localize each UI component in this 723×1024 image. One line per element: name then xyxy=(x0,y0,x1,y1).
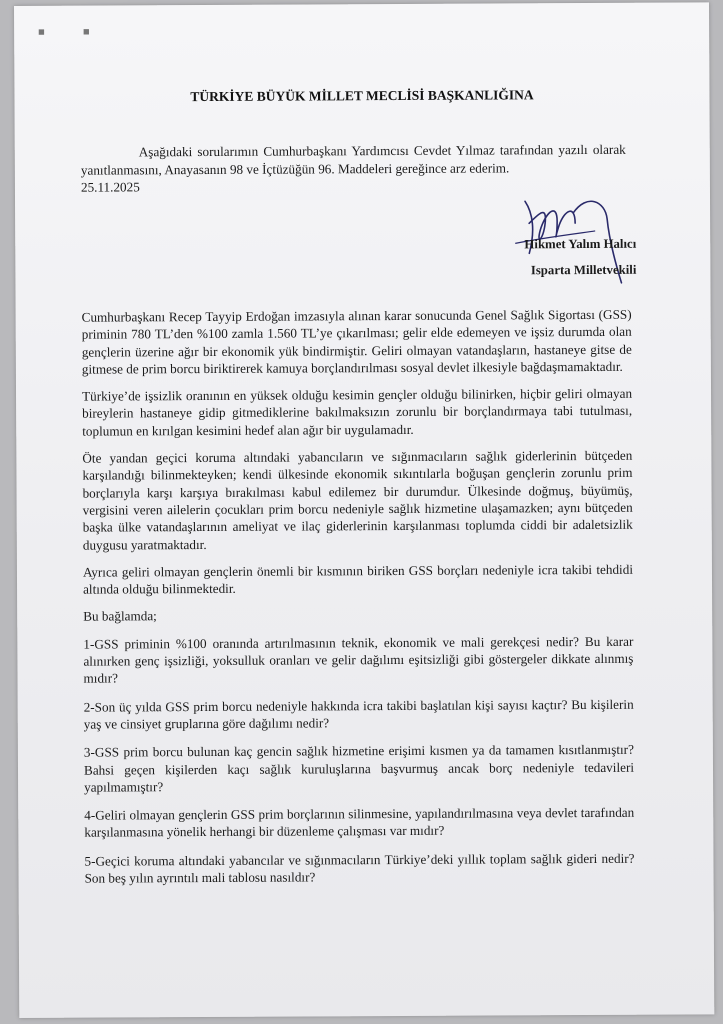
body-paragraph: Türkiye’de işsizlik oranının en yüksek olduğu kesimin gençler olduğu bilinirken, hiçbir geliri olmayan bireylerin hastaneye gidip gitmediklerine bakılmaksızın zorunlu bir borçlandırmaya tabi tutulması, toplumun en kırılgan kesimini hedef alan ağır bir uygulamadır. xyxy=(82,385,633,439)
question-item: 5-Geçici koruma altındaki yabancılar ve sığınmacıların Türkiye’deki yıllık toplam sağlık gideri nedir? Son beş yılın ayrıntılı mali tablosu nasıldır? xyxy=(84,850,635,886)
question-item: 2-Son üç yılda GSS prim borcu nedeniyle hakkında icra takibi başlatılan kişi sayısı kaçtır? Bu kişilerin yaş ve cinsiyet gruplarına göre dağılımı nedir? xyxy=(83,696,634,732)
question-item: 3-GSS prim borcu bulunan kaç gencin sağlık hizmetine erişimi kısmen ya da tamamen kısıtlanmıştır? Bahsi geçen kişilerden kaçı sağlık kuruluşlarına başvurmuş ancak borç nedeniyle tedavileri yapılmamıştır? xyxy=(83,741,635,795)
question-item: 4-Geliri olmayan gençlerin GSS prim borçlarının silinmesine, yapılandırılmasına veya devlet tarafından karşılanmasına yönelik herhangi bir düzenleme çalışması var mıdır? xyxy=(84,804,635,841)
body-paragraph: Öte yandan geçici koruma altındaki yabancıların ve sığınmacıların sağlık giderlerinin bütçeden karşılandığı bilinmekteyken; kendi ülkesinde ekonomik sıkıntılarla boğuşan gençlerin zorunlu prim borçlarıyla karşı karşıya bırakılması kabul edilemez bir durumdur. Ülkesinde doğmuş, büyümüş, vergisini veren ailelerin çocukları prim borcu nedeniyle sağlık hizmetine ulaşamazken; aynı bütçeden başka ülke vatandaşlarının ameliyat ve ilaç giderlerinin karşılanması toplumda ciddi bir adaletsizlik duygusu yaratmaktadır. xyxy=(82,447,633,553)
intro-text: Aşağıdaki sorularımın Cumhurbaşkanı Yardımcısı Cevdet Yılmaz tarafından yazılı olarak yanıtlanmasını, Anayasanın 98 ve İçtüzüğün 96. Maddeleri gereğince arz ederim. xyxy=(80,141,626,178)
corner-marks: ■ ■ xyxy=(38,27,108,36)
document-date: 25.11.2025 xyxy=(80,179,140,195)
body-paragraph: Bu bağlamda; xyxy=(83,608,157,625)
document-title: TÜRKİYE BÜYÜK MİLLET MECLİSİ BAŞKANLIĞINA xyxy=(190,87,534,105)
question-item: 1-GSS priminin %100 oranında artırılmasının teknik, ekonomik ve mali gerekçesi nedir? Bu karar alınırken genç işsizliği, yoksulluk oranları ve gelir dağılımı eşitsizliği gibi göstergeler dikkate alınmış mıdır? xyxy=(83,633,634,686)
body-paragraph: Cumhurbaşkanı Recep Tayyip Erdoğan imzasıyla alınan karar sonucunda Genel Sağlık Sigortası (GSS) priminin 780 TL’den %100 zamla 1.560 TL’ye çıkarılması; gelir elde edemeyen ve işsiz durumda olan gençlerin üzerine ağır bir ekonomik yük bindirmiştir. Geliri olmayan vatandaşların, hastaneye gitse de gitmese de prim borcu biriktirerek kamuya borçlandırılması sosyal devlet ilkesiyle bağdaşmamaktadır. xyxy=(81,306,632,377)
signatory-name: Hikmet Yalım Halıcı xyxy=(524,236,637,252)
document-page xyxy=(14,2,714,1018)
signatory-block xyxy=(524,231,636,284)
body-paragraph: Ayrıca geliri olmayan gençlerin önemli bir kısmının biriken GSS borçları nedeniyle icra takibi tehdidi altında olduğu bilinmektedir. xyxy=(82,561,633,597)
document-body xyxy=(82,306,635,898)
signatory-role: Isparta Milletvekili xyxy=(530,262,637,278)
